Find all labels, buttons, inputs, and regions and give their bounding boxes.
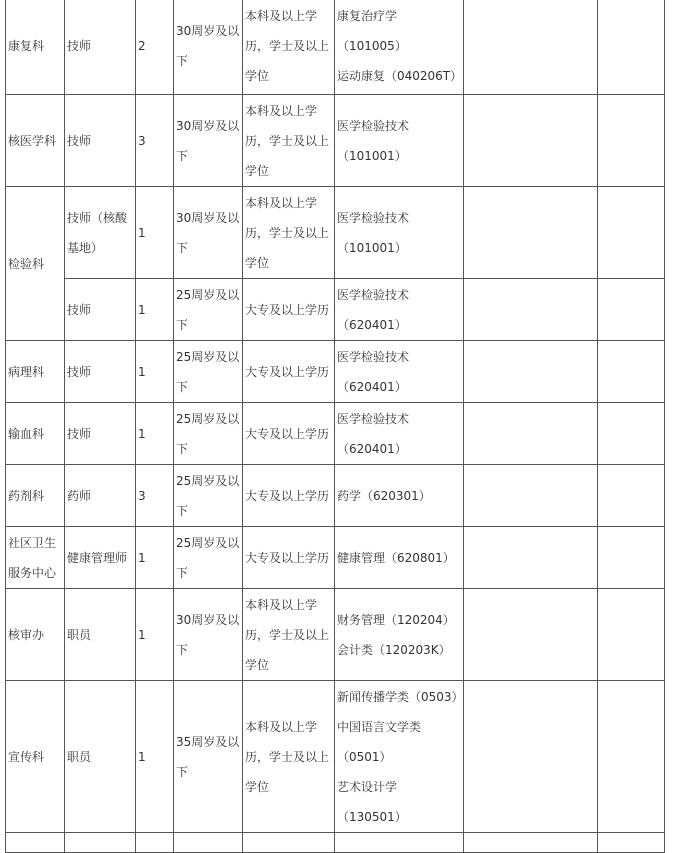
dept-cell: 检验科 xyxy=(6,187,65,341)
empty-cell xyxy=(598,833,665,853)
major-line: 药学（620301） xyxy=(337,488,431,503)
dept-cell: 康复科 xyxy=(6,0,65,95)
empty-cell xyxy=(464,527,598,589)
empty-cell xyxy=(464,279,598,341)
empty-cell xyxy=(174,833,243,853)
post-cell: 职员 xyxy=(65,589,136,681)
age-cell: 30周岁及以下 xyxy=(174,95,243,187)
age-cell: 25周岁及以下 xyxy=(174,279,243,341)
major-cell xyxy=(335,589,464,681)
empty-cell xyxy=(464,187,598,279)
post-cell: 技师 xyxy=(65,341,136,403)
major-line: 健康管理（620801） xyxy=(337,550,455,565)
count-cell: 3 xyxy=(136,95,174,187)
edu-cell: 本科及以上学历，学士及以上学位 xyxy=(243,0,335,95)
dept-cell: 核审办 xyxy=(6,589,65,681)
count-cell: 1 xyxy=(136,589,174,681)
age-cell: 25周岁及以下 xyxy=(174,341,243,403)
empty-cell xyxy=(464,0,598,95)
post-cell: 技师 xyxy=(65,403,136,465)
post-cell: 技师 xyxy=(65,0,136,95)
major-line: 医学检验技术 xyxy=(337,210,410,225)
table-row xyxy=(6,279,665,341)
table-row xyxy=(6,95,665,187)
major-line: （101001） xyxy=(337,148,407,163)
empty-cell xyxy=(464,403,598,465)
empty-cell xyxy=(598,0,665,95)
empty-cell xyxy=(464,681,598,833)
dept-cell: 药剂科 xyxy=(6,465,65,527)
count-cell: 1 xyxy=(136,187,174,279)
count-cell: 1 xyxy=(136,681,174,833)
post-cell: 职员 xyxy=(65,681,136,833)
post-cell: 健康管理师 xyxy=(65,527,136,589)
table-row xyxy=(6,589,665,681)
count-cell: 1 xyxy=(136,527,174,589)
empty-cell xyxy=(65,833,136,853)
count-cell: 3 xyxy=(136,465,174,527)
edu-cell: 本科及以上学历，学士及以上学位 xyxy=(243,187,335,279)
table-row xyxy=(6,403,665,465)
dept-cell: 核医学科 xyxy=(6,95,65,187)
major-line: 康复治疗学 xyxy=(337,9,398,23)
major-cell xyxy=(335,95,464,187)
major-line: 新闻传播学类（0503） xyxy=(337,689,464,704)
major-line: 会计类（120203K） xyxy=(337,642,451,657)
dept-cell: 病理科 xyxy=(6,341,65,403)
major-line: （620401） xyxy=(337,441,407,456)
edu-cell: 大专及以上学历 xyxy=(243,527,335,589)
edu-cell: 大专及以上学历 xyxy=(243,279,335,341)
age-cell: 25周岁及以下 xyxy=(174,465,243,527)
major-cell xyxy=(335,465,464,527)
table-row xyxy=(6,833,665,853)
recruitment-table xyxy=(5,0,665,853)
empty-cell xyxy=(464,589,598,681)
count-cell: 1 xyxy=(136,341,174,403)
major-line: （101001） xyxy=(337,240,407,255)
count-cell: 1 xyxy=(136,279,174,341)
major-line: 中国语言文学类 xyxy=(337,719,422,734)
major-line: 财务管理（120204） xyxy=(337,612,455,627)
post-cell: 技师 xyxy=(65,279,136,341)
dept-cell: 社区卫生服务中心 xyxy=(6,527,65,589)
major-line: （620401） xyxy=(337,379,407,394)
empty-cell xyxy=(136,833,174,853)
count-cell: 2 xyxy=(136,0,174,95)
major-cell xyxy=(335,403,464,465)
major-line: 医学检验技术 xyxy=(337,118,410,133)
table-row xyxy=(6,527,665,589)
empty-cell xyxy=(598,589,665,681)
empty-cell xyxy=(464,833,598,853)
empty-cell xyxy=(464,465,598,527)
post-cell: 药师 xyxy=(65,465,136,527)
major-line: （620401） xyxy=(337,317,407,332)
major-line: 医学检验技术 xyxy=(337,349,410,364)
major-line: 艺术设计学 xyxy=(337,779,398,794)
empty-cell xyxy=(598,95,665,187)
empty-cell xyxy=(598,187,665,279)
empty-cell xyxy=(335,833,464,853)
age-cell: 35周岁及以下 xyxy=(174,681,243,833)
table-row xyxy=(6,341,665,403)
major-line: 运动康复（040206T） xyxy=(337,69,463,83)
edu-cell: 大专及以上学历 xyxy=(243,465,335,527)
edu-cell: 本科及以上学历，学士及以上学位 xyxy=(243,681,335,833)
edu-cell: 本科及以上学历，学士及以上学位 xyxy=(243,589,335,681)
empty-cell xyxy=(243,833,335,853)
table-row xyxy=(6,681,665,833)
edu-cell: 大专及以上学历 xyxy=(243,341,335,403)
empty-cell xyxy=(598,341,665,403)
empty-cell xyxy=(598,681,665,833)
empty-cell xyxy=(464,341,598,403)
major-line: （101005） xyxy=(337,39,407,53)
age-cell: 25周岁及以下 xyxy=(174,403,243,465)
edu-cell: 本科及以上学历，学士及以上学位 xyxy=(243,95,335,187)
age-cell: 30周岁及以下 xyxy=(174,589,243,681)
major-line: 医学检验技术 xyxy=(337,411,410,426)
major-cell xyxy=(335,341,464,403)
major-cell xyxy=(335,279,464,341)
empty-cell xyxy=(598,527,665,589)
table-row xyxy=(6,187,665,279)
post-cell: 技师（核酸基地） xyxy=(65,187,136,279)
empty-cell xyxy=(464,95,598,187)
empty-cell xyxy=(6,833,65,853)
major-cell xyxy=(335,0,464,95)
empty-cell xyxy=(598,279,665,341)
dept-cell: 输血科 xyxy=(6,403,65,465)
empty-cell xyxy=(598,465,665,527)
table-row xyxy=(6,465,665,527)
major-cell xyxy=(335,187,464,279)
major-cell xyxy=(335,681,464,833)
empty-cell xyxy=(598,403,665,465)
major-cell xyxy=(335,527,464,589)
major-line: （130501） xyxy=(337,809,407,824)
age-cell: 25周岁及以下 xyxy=(174,527,243,589)
edu-cell: 大专及以上学历 xyxy=(243,403,335,465)
age-cell: 30周岁及以下 xyxy=(174,187,243,279)
post-cell: 技师 xyxy=(65,95,136,187)
count-cell: 1 xyxy=(136,403,174,465)
table-row xyxy=(6,0,665,95)
major-line: 医学检验技术 xyxy=(337,287,410,302)
major-line: （0501） xyxy=(337,749,392,764)
age-cell: 30周岁及以下 xyxy=(174,0,243,95)
dept-cell: 宣传科 xyxy=(6,681,65,833)
